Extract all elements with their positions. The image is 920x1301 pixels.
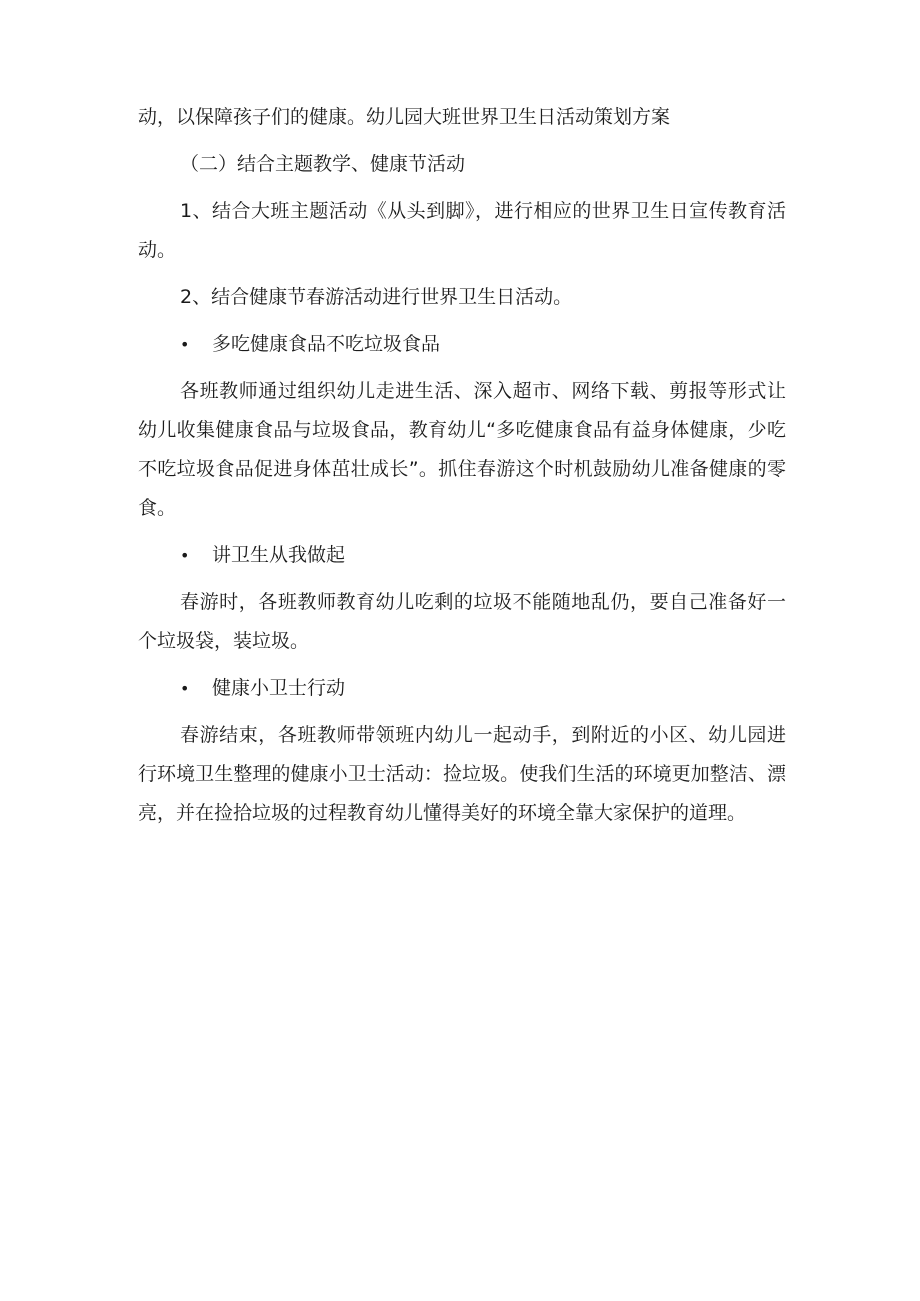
- paragraph-hygiene: 春游时，各班教师教育幼儿吃剩的垃圾不能随地乱仍，要自己准备好一个垃圾袋，装垃圾。: [138, 591, 786, 652]
- section-heading: （二）结合主题教学、健康节活动: [180, 153, 466, 175]
- paragraph-continuation: 动，以保障孩子们的健康。幼儿园大班世界卫生日活动策划方案: [138, 106, 671, 128]
- paragraph-healthy-food: 各班教师通过组织幼儿走进生活、深入超市、网络下载、剪报等形式让幼儿收集健康食品与垃圾食品，教育幼儿“多吃健康食品有益身体健康，少吃不吃垃圾食品促进身体茁壮成长”。抓住春游这个时机鼓励幼儿准备健康的零食。: [138, 380, 786, 519]
- bullet-item-label: 健康小卫士行动: [212, 677, 346, 699]
- bullet-item-hygiene: [138, 536, 786, 575]
- numbered-item-2: 2、结合健康节春游活动进行世界卫生日活动。: [180, 286, 573, 308]
- bullet-item-healthy-food: [138, 325, 786, 364]
- bullet-icon: •: [180, 679, 190, 698]
- numbered-item-1: 1、结合大班主题活动《从头到脚》，进行相应的世界卫生日宣传教育活动。: [138, 200, 786, 261]
- bullet-item-label: 多吃健康食品不吃垃圾食品: [212, 333, 441, 355]
- bullet-item-label: 讲卫生从我做起: [212, 544, 346, 566]
- paragraph-little-guardian: 春游结束，各班教师带领班内幼儿一起动手，到附近的小区、幼儿园进行环境卫生整理的健康小卫士活动：捡垃圾。使我们生活的环境更加整洁、漂亮，并在捡拾垃圾的过程教育幼儿懂得美好的环境全靠大家保护的道理。: [138, 724, 786, 824]
- document-body: [138, 98, 786, 833]
- bullet-item-little-guardian: [138, 669, 786, 708]
- bullet-icon: •: [180, 335, 190, 354]
- bullet-icon: •: [180, 546, 190, 565]
